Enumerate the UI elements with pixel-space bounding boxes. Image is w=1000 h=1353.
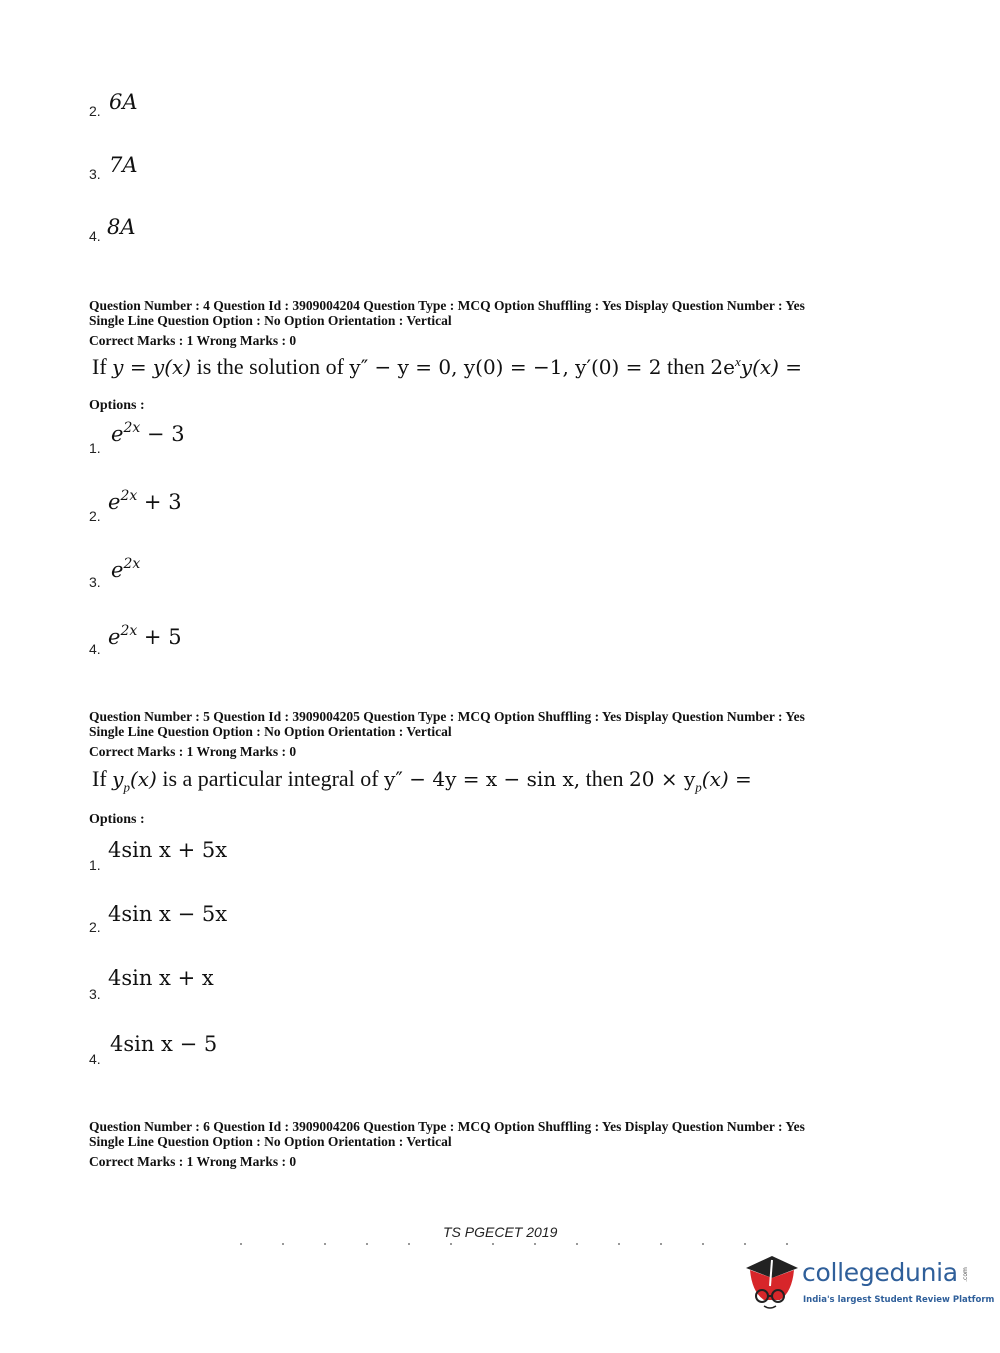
exam-footer-label: TS PGECET 2019 [443, 1224, 558, 1240]
question-marks: Correct Marks : 1 Wrong Marks : 0 [89, 1154, 297, 1169]
question-meta-line: Question Number : 5 Question Id : 3909004205 Question Type : MCQ Option Shuffling : Yes Display Question Number : Yes [89, 709, 805, 724]
question-meta-line: Question Number : 6 Question Id : 3909004206 Question Type : MCQ Option Shuffling : Yes Display Question Number : Yes [89, 1119, 805, 1134]
options-label: Options : [89, 398, 145, 413]
option-number: 1. [89, 857, 101, 873]
option-number: 3. [89, 574, 101, 590]
option-text: $e^{2x} - 3$ [111, 420, 185, 446]
option-number: 2. [89, 508, 101, 524]
option-text: 6A [109, 90, 138, 114]
dotted-divider [240, 1243, 820, 1245]
option-number: 4. [89, 228, 101, 244]
option-number: 3. [89, 986, 101, 1002]
brand-tagline: India's largest Student Review Platform [803, 1295, 995, 1305]
brand-logo-suffix: .com [961, 1267, 969, 1282]
question-meta-line: Single Line Question Option : No Option Orientation : Vertical [89, 1134, 452, 1149]
option-text: $e^{2x}$ [111, 556, 141, 582]
option-text: 4sin x + 5x [108, 838, 228, 862]
option-number: 2. [89, 919, 101, 935]
question-meta-line: Single Line Question Option : No Option Orientation : Vertical [89, 724, 452, 739]
logo-mascot-icon [742, 1248, 802, 1310]
option-number: 1. [89, 440, 101, 456]
option-text: 7A [109, 153, 138, 177]
question-meta-line: Single Line Question Option : No Option Orientation : Vertical [89, 313, 452, 328]
option-text: 4sin x − 5 [110, 1032, 218, 1056]
question-text: If $y_p(x)$ is a particular integral of y″ − 4y = x − sin x, then $20 \times y_p(x)$ = [92, 766, 752, 795]
brand-logo-text: collegedunia [802, 1258, 958, 1287]
question-text: If y = y(x) is the solution of y″ − y = 0, y(0) = −1, y′(0) = 2 then $2e^xy(x)$ = [92, 354, 803, 379]
options-label: Options : [89, 812, 145, 827]
option-number: 4. [89, 641, 101, 657]
question-meta-line: Question Number : 4 Question Id : 3909004204 Question Type : MCQ Option Shuffling : Yes Display Question Number : Yes [89, 298, 805, 313]
option-text: 4sin x + x [108, 966, 214, 990]
question-marks: Correct Marks : 1 Wrong Marks : 0 [89, 333, 297, 348]
option-number: 3. [89, 166, 101, 182]
question-marks: Correct Marks : 1 Wrong Marks : 0 [89, 744, 297, 759]
option-text: $e^{2x} + 5$ [108, 623, 182, 649]
option-text: 8A [107, 215, 136, 239]
option-number: 4. [89, 1051, 101, 1067]
option-number: 2. [89, 103, 101, 119]
option-text: 4sin x − 5x [108, 902, 228, 926]
option-text: $e^{2x} + 3$ [108, 488, 182, 514]
